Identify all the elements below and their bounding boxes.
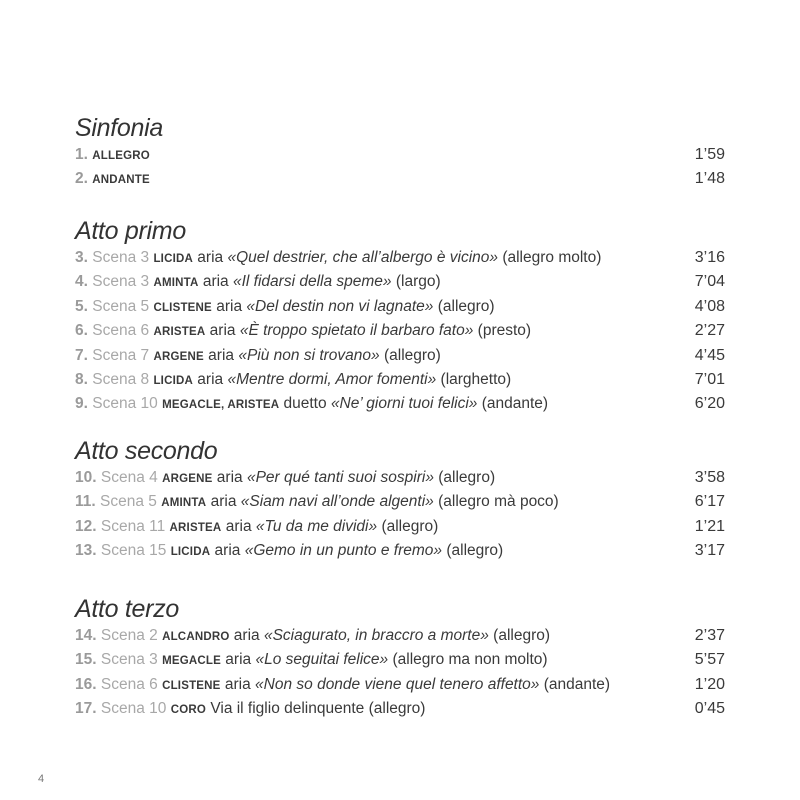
track-tempo: (allegro ma non molto) [392, 651, 548, 669]
track-aria-title: «Il fidarsi della speme» [233, 273, 392, 291]
track-type: aria [209, 322, 236, 340]
track-scene: Scena 10 [100, 700, 167, 718]
track-row [75, 697, 725, 721]
track-aria-title: «Quel destrier, che all’albergo è vicino» [227, 249, 499, 266]
track-type: aria [208, 346, 235, 364]
track-number: 2. [75, 170, 88, 188]
section-sinfonia [75, 113, 725, 192]
track-duration: 0’45 [694, 700, 725, 718]
section-title: Atto primo [75, 217, 186, 245]
track-scene: Scena 3 [100, 651, 158, 669]
track-duration: 7’01 [694, 370, 725, 388]
track-duration: 4’45 [694, 346, 725, 364]
track-row [75, 490, 725, 514]
track-scene: Scena 10 [92, 395, 158, 413]
track-duration: 7’04 [694, 273, 725, 291]
track-aria-title: «Tu da me dividi» [255, 517, 378, 535]
track-row [75, 295, 725, 319]
track-aria-title: «È troppo spietato il barbaro fato» [239, 322, 474, 340]
track-tempo: (allegro) [438, 469, 496, 486]
track-duration: 4’08 [694, 297, 725, 315]
track-tempo: (andante) [481, 395, 549, 413]
track-aria-title: «Del destin non vi lagnate» [246, 297, 434, 315]
track-duration: 1’21 [694, 517, 725, 535]
track-tempo: (allegro) [368, 700, 426, 718]
track-number: 12. [75, 517, 97, 535]
track-number: 6. [75, 322, 88, 340]
track-tempo: (andante) [543, 675, 611, 693]
track-type: duetto [283, 395, 327, 413]
track-row [75, 270, 725, 294]
track-number: 9. [75, 395, 88, 413]
track-tempo: (allegro) [437, 297, 495, 315]
track-duration: 2’27 [694, 322, 725, 340]
track-scene: Scena 4 [100, 469, 158, 486]
track-tempo: (allegro) [493, 627, 551, 644]
track-tempo: (larghetto) [440, 370, 512, 388]
track-number: 16. [75, 675, 97, 693]
track-row [75, 392, 725, 416]
track-type: aria [210, 493, 237, 511]
track-duration: 1’59 [694, 146, 725, 163]
track-aria-title: «Gemo in un punto e fremo» [244, 542, 443, 560]
track-number: 8. [75, 370, 88, 388]
track-role: ARISTEA [153, 326, 206, 339]
track-scene: Scena 15 [100, 542, 167, 560]
track-role: AMINTA [153, 277, 199, 290]
track-duration: 2’37 [694, 627, 725, 644]
track-aria-title: «Mentre dormi, Amor fomenti» [227, 370, 437, 388]
track-row [75, 368, 725, 392]
section-atto-terzo [75, 594, 725, 722]
track-duration: 6’20 [694, 395, 725, 413]
track-row [75, 143, 725, 167]
track-role: LICIDA [153, 253, 193, 265]
track-aria-title: «Sciagurato, in braccro a morte» [263, 627, 489, 644]
track-duration: 3’16 [694, 249, 725, 266]
track-row [75, 624, 725, 648]
section-title: Atto secondo [75, 437, 218, 465]
track-number: 15. [75, 651, 97, 669]
track-scene: Scena 2 [100, 627, 158, 644]
track-number: 14. [75, 627, 97, 644]
track-aria-title: «Più non si trovano» [238, 346, 380, 364]
track-tempo: (allegro mà poco) [438, 493, 559, 511]
track-aria-title: «Siam navi all’onde algenti» [240, 493, 434, 511]
track-tempo: (allegro) [383, 346, 441, 364]
track-number: 10. [75, 469, 97, 486]
track-role: MEGACLE, ARISTEA [162, 399, 280, 412]
section-atto-primo [75, 216, 725, 417]
track-role: CLISTENE [162, 679, 221, 692]
track-scene: Scena 8 [92, 370, 150, 388]
track-row [75, 673, 725, 697]
track-role: CORO [170, 704, 206, 717]
track-aria-title: «Ne’ giorni tuoi felici» [330, 395, 478, 413]
track-aria-title: «Non so donde viene quel tenero affetto» [255, 675, 540, 693]
track-type: aria [233, 627, 260, 644]
track-scene: Scena 11 [100, 517, 166, 535]
track-row [75, 319, 725, 343]
track-role: ARGENE [162, 473, 213, 485]
track-row [75, 648, 725, 672]
track-role: MEGACLE [162, 655, 221, 668]
track-tempo: (largo) [395, 273, 441, 291]
track-role: ARISTEA [169, 521, 222, 534]
track-row [75, 539, 725, 563]
track-number: 4. [75, 273, 88, 291]
track-role: CLISTENE [153, 301, 212, 314]
track-type: aria [214, 542, 241, 560]
track-scene: Scena 7 [92, 346, 150, 364]
track-role: ALCANDRO [162, 631, 230, 643]
track-tempo: (allegro molto) [502, 249, 602, 266]
track-number: 7. [75, 346, 88, 364]
track-tempo: (allegro) [446, 542, 504, 560]
page-number: 4 [38, 773, 45, 785]
track-type: aria [216, 469, 243, 486]
track-row [75, 246, 725, 270]
track-role: AMINTA [161, 497, 207, 510]
track-duration: 6’17 [694, 493, 725, 511]
track-role: ARGENE [153, 350, 204, 363]
track-duration: 3’17 [694, 542, 725, 560]
track-row [75, 344, 725, 368]
track-scene: Scena 5 [92, 297, 150, 315]
track-duration: 3’58 [694, 469, 725, 486]
track-row [75, 515, 725, 539]
track-tempo: (allegro) [381, 517, 439, 535]
track-number: 17. [75, 700, 97, 718]
track-type: aria [216, 297, 243, 315]
section-atto-secondo [75, 436, 725, 564]
track-scene: Scena 6 [92, 322, 150, 340]
track-number: 11. [75, 493, 96, 511]
track-scene: Scena 3 [92, 273, 150, 291]
track-movement: ANDANTE [92, 174, 150, 187]
track-scene: Scena 3 [92, 249, 150, 266]
track-type: aria [197, 370, 224, 388]
track-duration: 1’48 [694, 170, 725, 188]
track-duration: 1’20 [694, 675, 725, 693]
track-movement: ALLEGRO [92, 150, 150, 162]
section-title: Sinfonia [75, 114, 163, 142]
track-row [75, 167, 725, 191]
track-number: 13. [75, 542, 97, 560]
track-type: aria [197, 249, 224, 266]
track-number: 5. [75, 297, 88, 315]
track-scene: Scena 5 [100, 493, 157, 511]
section-title: Atto terzo [75, 595, 179, 623]
track-type: aria [224, 675, 251, 693]
track-scene: Scena 6 [100, 675, 158, 693]
track-aria-title: «Lo seguitai felice» [255, 651, 389, 669]
track-type: aria [225, 651, 252, 669]
track-duration: 5’57 [694, 651, 725, 669]
track-tempo: (presto) [477, 322, 532, 340]
track-number: 1. [75, 146, 88, 163]
track-aria-title: Via il figlio delinquente [210, 700, 365, 718]
track-role: LICIDA [153, 374, 193, 387]
track-row [75, 466, 725, 490]
track-type: aria [202, 273, 229, 291]
track-aria-title: «Per qué tanti suoi sospiri» [246, 469, 434, 486]
track-type: aria [225, 517, 252, 535]
track-role: LICIDA [170, 546, 211, 559]
track-number: 3. [75, 249, 88, 266]
